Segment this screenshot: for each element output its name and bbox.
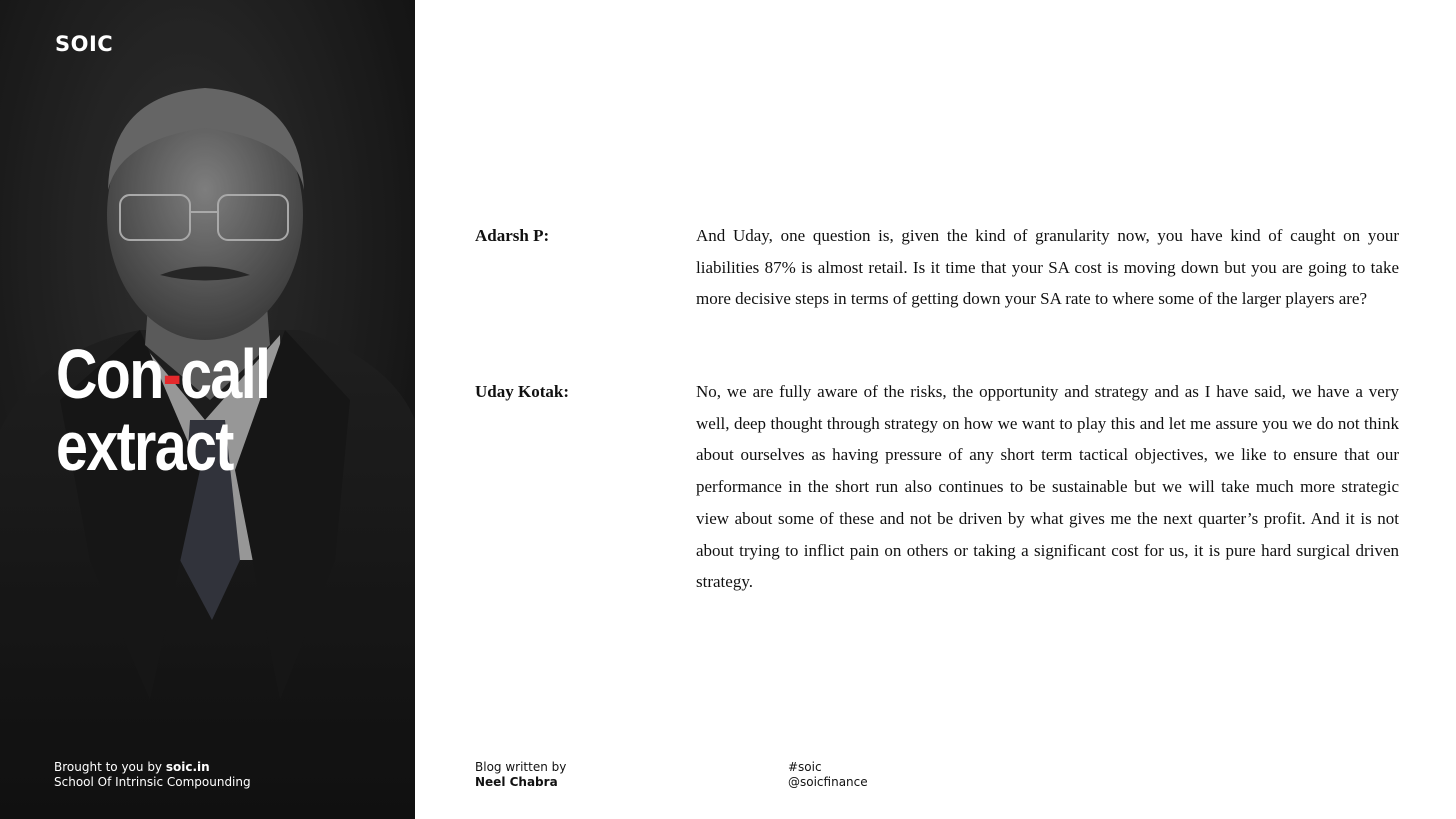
credit-tagline: School Of Intrinsic Compounding (54, 775, 251, 789)
left-panel (0, 0, 415, 819)
footer-hashtag[interactable]: #soic (788, 760, 822, 774)
brand-logo[interactable]: SOIC (55, 32, 114, 56)
speech-text-2: No, we are fully aware of the risks, the opportunity and strategy and as I have said, we have a very well, deep thought through strategy on how we want to play this and let me assure you we do not think about ourselves as having pressure of any short term tactical objectives, we like to ensure that our performance in the short run also continues to be sustainable but we will take much more strategic view about some of these and not be driven by what gives me the next quarter’s profit. And it is not about trying to inflict pain on others or taking a significant cost for us, it is pure hard surgical driven strategy. (696, 382, 1399, 592)
headline-title (56, 335, 270, 485)
footer-author-block (475, 760, 566, 790)
headline-line-2: extract (56, 407, 233, 485)
headline-word-call: call (180, 335, 270, 413)
headline-word-con: Con (56, 335, 163, 413)
headline-red-dash: - (162, 335, 181, 413)
footer-handle[interactable]: @soicfinance (788, 775, 868, 789)
speech-text-1: And Uday, one question is, given the kind of granularity now, you have kind of caught on your liabilities 87% is almost retail. Is it time that your SA cost is moving down but you are going to take more decisive steps in terms of getting down your SA rate to where some of the larger players are? (696, 226, 1399, 309)
footer-blog-label: Blog written by (475, 760, 567, 774)
footer-author-name: Neel Chabra (475, 775, 558, 789)
credit-site-link[interactable]: soic.in (165, 760, 210, 774)
speaker-name-1: Adarsh P: (475, 226, 550, 245)
credit-prefix: Brought to you by (54, 760, 166, 774)
headline-line-1 (56, 335, 270, 413)
footer-social-block (788, 760, 868, 790)
credit-block (54, 760, 251, 790)
speaker-name-2: Uday Kotak: (475, 382, 569, 401)
